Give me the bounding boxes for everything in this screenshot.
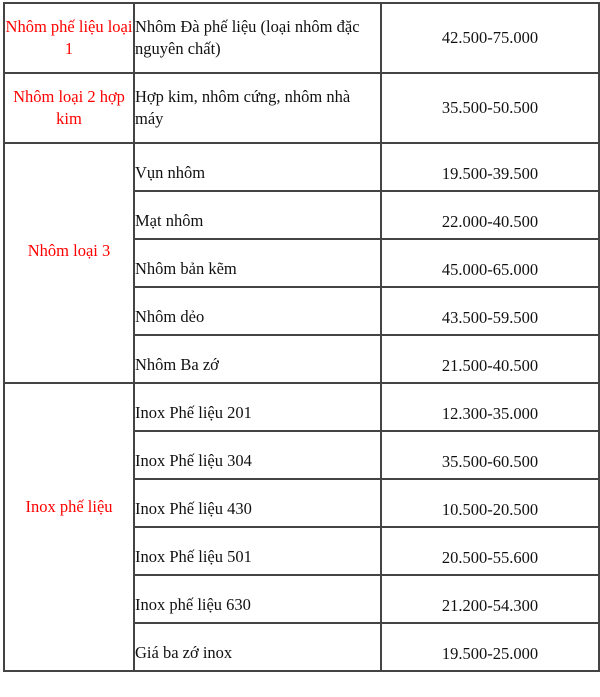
table-row — [4, 383, 599, 431]
item-name-cell: Inox phế liệu 630 — [134, 575, 381, 623]
price-cell: 22.000-40.500 — [381, 191, 599, 239]
category-cell: Nhôm phế liệu loại 1 — [4, 3, 134, 73]
item-name-cell: Nhôm bản kẽm — [134, 239, 381, 287]
price-cell: 35.500-50.500 — [381, 73, 599, 143]
price-cell: 43.500-59.500 — [381, 287, 599, 335]
price-cell: 10.500-20.500 — [381, 479, 599, 527]
item-name-cell: Nhôm Đà phế liệu (loại nhôm đặc nguyên chất) — [134, 3, 381, 73]
item-name-cell: Inox Phế liệu 304 — [134, 431, 381, 479]
price-cell: 21.500-40.500 — [381, 335, 599, 383]
item-name-cell: Nhôm Ba zớ — [134, 335, 381, 383]
price-cell: 21.200-54.300 — [381, 575, 599, 623]
category-cell — [4, 143, 134, 383]
item-name-cell: Inox Phế liệu 201 — [134, 383, 381, 431]
category-label: Nhôm loại 3 — [27, 241, 111, 260]
item-name-cell: Hợp kim, nhôm cứng, nhôm nhà máy — [134, 73, 381, 143]
category-label: Inox phế liệu — [25, 497, 113, 516]
item-name-cell: Nhôm dẻo — [134, 287, 381, 335]
item-name-cell: Mạt nhôm — [134, 191, 381, 239]
price-cell: 12.300-35.000 — [381, 383, 599, 431]
price-cell: 45.000-65.000 — [381, 239, 599, 287]
table-row — [4, 143, 599, 191]
price-cell: 19.500-25.000 — [381, 623, 599, 671]
table-row — [4, 3, 599, 73]
item-name-cell: Inox Phế liệu 501 — [134, 527, 381, 575]
price-cell: 20.500-55.600 — [381, 527, 599, 575]
price-cell: 19.500-39.500 — [381, 143, 599, 191]
item-name-cell: Inox Phế liệu 430 — [134, 479, 381, 527]
category-cell: Nhôm loại 2 hợp kim — [4, 73, 134, 143]
price-cell: 35.500-60.500 — [381, 431, 599, 479]
item-name-cell: Vụn nhôm — [134, 143, 381, 191]
price-cell: 42.500-75.000 — [381, 3, 599, 73]
category-cell — [4, 383, 134, 671]
item-name-cell: Giá ba zớ inox — [134, 623, 381, 671]
scrap-price-table — [3, 2, 600, 672]
table-row — [4, 73, 599, 143]
